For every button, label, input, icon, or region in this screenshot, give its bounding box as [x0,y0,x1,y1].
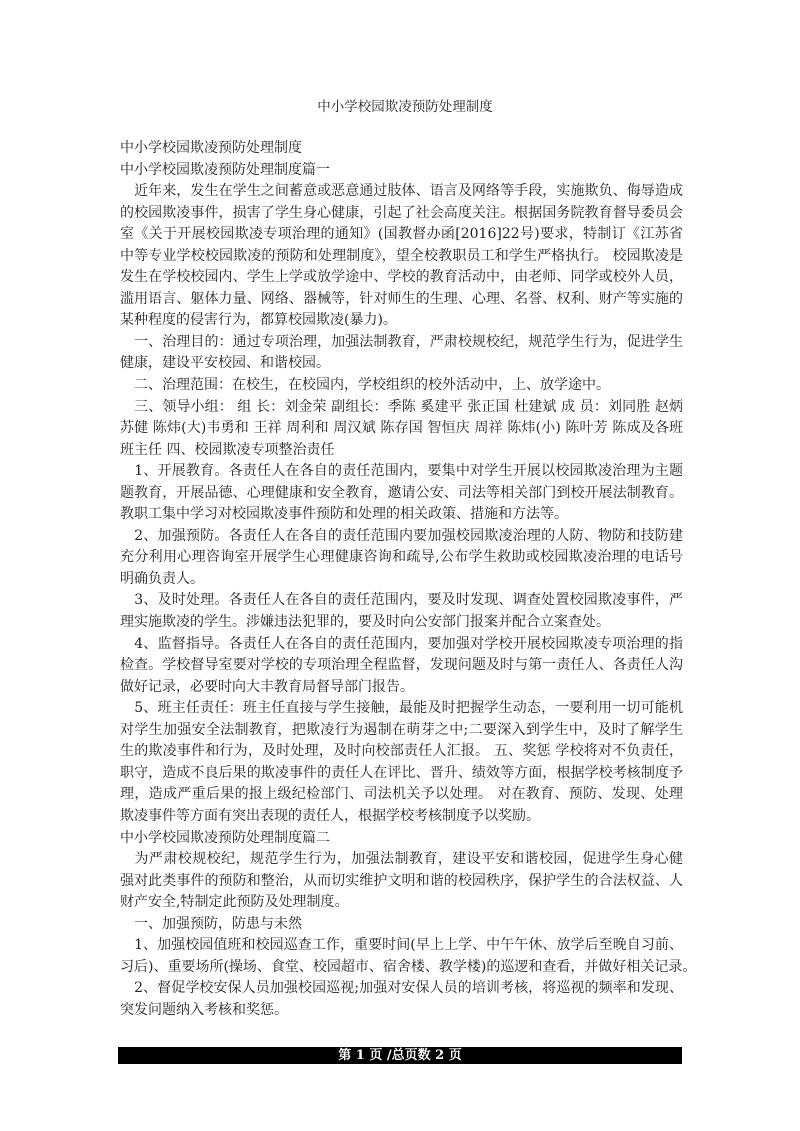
paragraph [120,828,683,850]
text-line: 4、监督指导。各责任人在各自的责任范围内，要加强对学校开展校园欺凌专项治理的指 [134,635,683,652]
text-line: 5、班主任责任：班主任直接与学生接触，最能及时把握学生动态，一要利用一切可能机 [134,700,683,717]
text-line: 的校园欺凌事件，损害了学生身心健康，引起了社会高度关注。根据国务院教育督导委员会 [120,204,683,221]
text-line: 明确负责人。 [120,570,204,587]
text-line: 职守，造成不良后果的欺凌事件的责任人在评比、晋升、绩效等方面，根据学校考核制度予 [120,764,683,781]
text-line: 苏健 陈炜(大)韦勇和 王祥 周利和 周汉斌 陈存国 智恒庆 周祥 陈炜(小) 陈叶芳 陈成及各班 [120,420,683,437]
text-line: 1、开展教育。各责任人在各自的责任范围内，要集中对学生开展以校园欺凌治理为主题 [134,463,683,480]
text-line: 中小学校园欺凌预防处理制度篇一 [120,161,330,178]
text-line: 突发问题纳入考核和奖惩。 [120,1001,288,1018]
text-line: 2、督促学校安保人员加强校园巡视;加强对安保人员的培训考核，将巡视的频率和发现、 [134,980,683,997]
text-line: 三、领导小组： 组 长：刘金荣 副组长：季陈 奚建平 张正国 杜建斌 成 员：刘同胜 赵炳 [134,398,683,415]
paragraph [120,332,683,375]
text-line: 健康，建设平安校园、和谐校园。 [120,355,330,372]
text-line: 中等专业学校校园欺凌的预防和处理制度》，望全校教职员工和学生严格执行。 校园欺凌是 [120,247,683,264]
text-line: 室《关于开展校园欺凌专项治理的通知》(国教督办函[2016]22号)要求，特制订《江苏省 [120,226,683,243]
text-line: 发生在学校校园内、学生上学或放学途中、学校的教育活动中，由老师、同学或校外人员， [120,269,683,286]
paragraph [120,590,683,633]
document-body [120,138,697,1021]
text-line: 滥用语言、躯体力量、网络、器械等，针对师生的生理、心理、名誉、权利、财产等实施的 [120,290,683,307]
paragraph [120,526,683,591]
text-line: 中小学校园欺凌预防处理制度篇二 [120,829,330,846]
text-line: 财产安全,特制定此预防及处理制度。 [120,894,349,911]
text-line: 充分利用心理咨询室开展学生心理健康咨询和疏导,公布学生救助或校园欺凌治理的电话号 [120,549,683,566]
text-line: 检查。学校督导室要对学校的专项治理全程监督，发现问题及时与第一责任人、各责任人沟 [120,657,683,674]
text-line: 生的欺凌事件和行为，及时处理，及时向校部责任人汇报。 五、奖惩 学校将对不负责任， [120,743,683,760]
text-line: 中小学校园欺凌预防处理制度 [120,140,302,156]
paragraph [120,375,683,397]
text-line: 对学生加强安全法制教育，把欺凌行为遏制在萌芽之中;二要深入到学生中，及时了解学生 [120,721,683,738]
text-line: 某种程度的侵害行为，都算校园欺凌(暴力)。 [120,312,397,329]
paragraph [120,181,683,332]
paragraph [120,978,683,1021]
text-line: 一、加强预防，防患与未然 [120,915,302,932]
paragraph [120,160,683,182]
text-line: 一、治理目的：通过专项治理，加强法制教育，严肃校规校纪，规范学生行为，促进学生 [134,333,683,350]
page-number-label: 第 1 页 /总页数 2 页 [338,1048,462,1063]
text-line: 2、加强预防。各责任人在各自的责任范围内要加强校园欺凌治理的人防、物防和技防建 [134,527,683,544]
paragraph [120,461,683,526]
paragraph [120,634,683,699]
text-line: 教职工集中学习对校园欺凌事件预防和处理的相关政策、措施和方法等。 [120,506,568,523]
text-line: 二、治理范围：在校生，在校园内，学校组织的校外活动中，上、放学途中。 [120,377,610,394]
text-line: 为严肃校规校纪，规范学生行为，加强法制教育，建设平安和谐校园，促进学生身心健 [134,851,683,868]
text-line: 近年来，发生在学生之间蓄意或恶意通过肢体、语言及网络等手段，实施欺负、侮辱造成 [134,183,683,200]
paragraph [120,397,683,462]
paragraph [120,698,683,827]
document-title: 中小学校园欺凌预防处理制度 [317,99,493,115]
text-line: 做好记录，必要时向大丰教育局督导部门报告。 [120,678,414,695]
text-line: 3、及时处理。各责任人在各自的责任范围内，要及时发现、调查处置校园欺凌事件，严 [134,592,683,609]
text-line: 强对此类事件的预防和整治，从而切实维护文明和谐的校园秩序，保护学生的合法权益、人 [120,872,683,889]
paragraph [120,849,683,914]
text-line: 1、加强校园值班和校园巡查工作，重要时间(早上上学、中午午休、放学后至晚自习前、 [134,937,683,954]
paragraph [120,935,697,978]
text-line: 理，造成严重后果的报上级纪检部门、司法机关予以处理。 对在教育、预防、发现、处理 [120,786,683,803]
text-line: 题教育，开展品德、心理健康和安全教育，邀请公安、司法等相关部门到校开展法制教育。 [120,484,683,501]
paragraph [120,914,683,936]
page-footer-bar [118,1047,682,1064]
paragraph [120,138,683,160]
text-line: 习后)、重要场所(操场、食堂、校园超市、宿舍楼、教学楼)的巡逻和查看，并做好相关记录。 [120,958,697,975]
text-line: 理实施欺凌的学生。涉嫌违法犯罪的，要及时向公安部门报案并配合立案查处。 [120,614,610,631]
text-line: 欺凌事件等方面有突出表现的责任人，根据学校考核制度予以奖励。 [120,807,540,824]
text-line: 班主任 四、校园欺凌专项整治责任 [120,441,335,458]
